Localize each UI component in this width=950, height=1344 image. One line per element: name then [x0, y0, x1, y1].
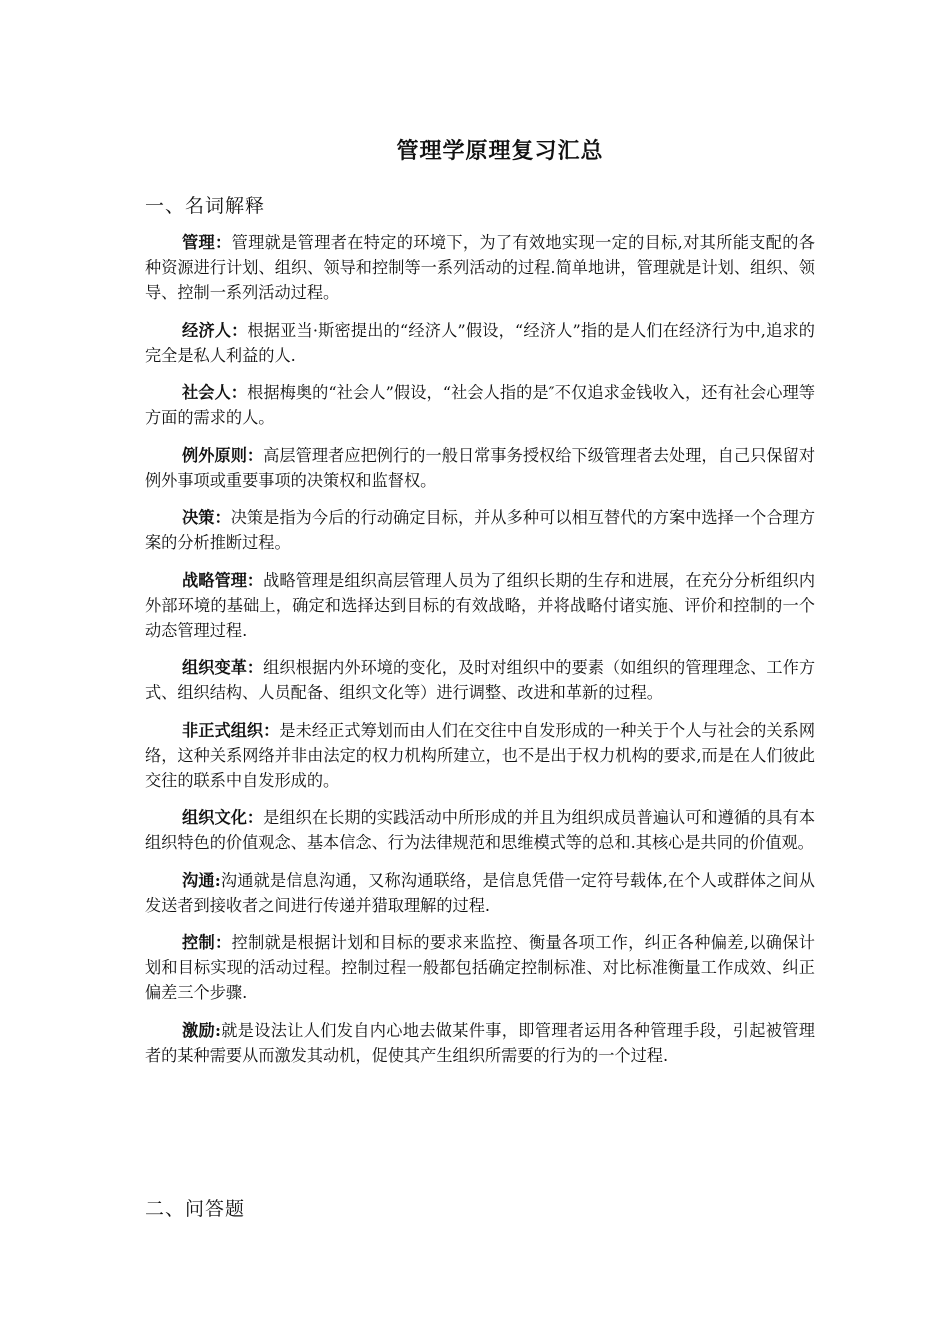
term-motivation — [145, 1018, 815, 1068]
term-definition: 战略管理是组织高层管理人员为了组织长期的生存和进展，在充分分析组织内外部环境的基础上，确定和选择达到目标的有效战略，并将战略付诸实施、评价和控制的一个动态管理过程. — [145, 570, 816, 640]
term-communication — [145, 868, 815, 918]
term-social-man — [145, 380, 815, 430]
term-definition: 根据梅奥的“社会人”假设，“社会人指的是″不仅追求金钱收入，还有社会心理等方面的需求的人。 — [145, 383, 816, 427]
term-exception-principle — [145, 443, 815, 493]
term-control — [145, 930, 815, 1005]
term-name: 组织文化： — [182, 808, 264, 827]
term-definition: 高层管理者应把例行的一般日常事务授权给下级管理者去处理，自己只保留对例外事项或重要事项的决策权和监督权。 — [145, 445, 816, 490]
term-management — [145, 230, 815, 305]
term-informal-organization — [145, 718, 815, 793]
term-name: 经济人： — [182, 320, 248, 340]
term-name: 控制： — [182, 933, 232, 952]
term-definition: 组织根据内外环境的变化，及时对组织中的要素（如组织的管理理念、工作方式、组织结构、人员配备、组织文化等）进行调整、改进和革新的过程。 — [145, 658, 816, 702]
term-decision — [145, 505, 815, 555]
section-heading-definitions: 一、名词解释 — [145, 195, 266, 217]
term-definition: 沟通就是信息沟通，又称沟通联络，是信息凭借一定符号载体,在个人或群体之间从发送者到接收者之间进行传递并猎取理解的过程. — [145, 870, 815, 915]
term-name: 激励: — [182, 1020, 221, 1040]
term-definition: 控制就是根据计划和目标的要求来监控、衡量各项工作，纠正各种偏差,以确保计划和目标实现的活动过程。控制过程一般都包括确定控制标准、对比标准衡量工作成效、纠正偏差三个步骤. — [145, 933, 815, 1002]
section-heading-questions: 二、问答题 — [145, 1198, 246, 1220]
term-definition: 是组织在长期的实践活动中所形成的并且为组织成员普遍认可和遵循的具有本组织特色的价值观念、基本信念、行为法律规范和思维模式等的总和.其核心是共同的价值观。 — [145, 808, 816, 852]
term-economic-man — [145, 318, 815, 368]
term-name: 非正式组织： — [182, 720, 280, 740]
term-organizational-culture — [145, 805, 815, 855]
term-definition: 管理就是管理者在特定的环境下，为了有效地实现一定的目标,对其所能支配的各种资源进行计划、组织、领导和控制等一系列活动的过程.简单地讲，管理就是计划、组织、领导、控制一系列活动过程。 — [145, 233, 815, 302]
term-name: 例外原则： — [182, 445, 264, 465]
document-title: 管理学原理复习汇总 — [396, 138, 604, 164]
term-list — [145, 230, 815, 1080]
term-definition: 决策是指为今后的行动确定目标，并从多种可以相互替代的方案中选择一个合理方案的分析推断过程。 — [145, 508, 816, 552]
term-definition: 根据亚当·斯密提出的“经济人”假设，“经济人”指的是人们在经济行为中,追求的完全是私人利益的人. — [145, 320, 815, 365]
term-name: 战略管理： — [182, 570, 264, 590]
term-name: 社会人： — [182, 383, 248, 402]
term-name: 组织变革： — [182, 658, 264, 677]
term-organizational-change — [145, 655, 815, 705]
term-definition: 就是设法让人们发自内心地去做某件事，即管理者运用各种管理手段，引起被管理者的某种需要从而激发其动机，促使其产生组织所需要的行为的一个过程. — [145, 1020, 815, 1065]
term-name: 决策： — [182, 508, 231, 527]
term-strategic-management — [145, 568, 815, 643]
term-name: 沟通: — [182, 870, 221, 890]
term-definition: 是未经正式筹划而由人们在交往中自发形成的一种关于个人与社会的关系网络，这种关系网络并非由法定的权力机构所建立，也不是出于权力机构的要求,而是在人们彼此交往的联系中自发形成的。 — [145, 720, 816, 790]
term-name: 管理： — [182, 233, 232, 252]
